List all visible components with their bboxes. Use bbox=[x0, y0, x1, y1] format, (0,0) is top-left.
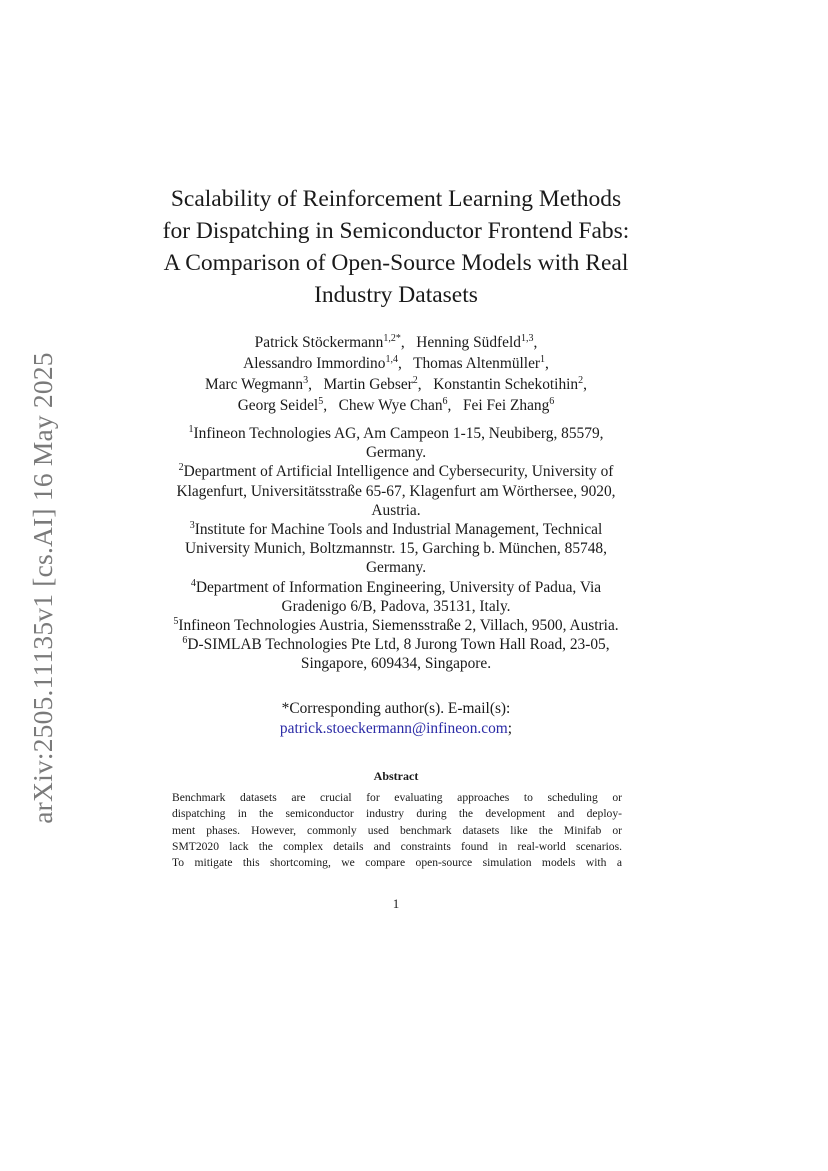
author: Martin Gebser$^2$ bbox=[323, 375, 418, 393]
affiliation: $^4$Department of Information Engineering, University of Padua, Via Gradenigo 6/B, Padova, 35131, Italy. bbox=[190, 577, 602, 615]
author: Henning Südfeld$^{1,3}$ bbox=[416, 333, 534, 351]
affiliation: $^1$Infineon Technologies AG, Am Campeon 1-15, Neubiberg, 85579, Germany. bbox=[188, 424, 604, 462]
abstract-line: SMT2020 lack the complex details and constraints found in real-world scenarios. bbox=[172, 839, 622, 853]
author-line: Patrick Stöckermann$^{1,2*}$, Henning Südfeld$^{1,3}$, bbox=[254, 333, 538, 351]
affiliation: $^2$Department of Artificial Intelligence and Cybersecurity, University of Klagenfurt, Universitätsstraße 65-67, Klagenfurt am Wörthersee, 9020, Austria. bbox=[176, 462, 616, 519]
author: Chew Wye Chan$^6$ bbox=[338, 396, 448, 414]
author: Alessandro Immordino$^{1,4}$ bbox=[243, 354, 398, 372]
author-list bbox=[110, 332, 682, 416]
abstract-body bbox=[172, 790, 622, 871]
page-number: 1 bbox=[392, 896, 400, 911]
abstract-line: To mitigate this shortcoming, we compare open-source simulation models with a bbox=[172, 856, 622, 870]
affiliation: $^6$D-SIMLAB Technologies Pte Ltd, 8 Jurong Town Hall Road, 23-05, Singapore, 609434, Singapore. bbox=[182, 635, 610, 673]
author-line: Alessandro Immordino$^{1,4}$, Thomas Altenmüller$^1$, bbox=[243, 354, 549, 372]
affiliation-list bbox=[110, 424, 682, 674]
author: Georg Seidel$^5$ bbox=[237, 396, 324, 414]
affiliation: $^5$Infineon Technologies Austria, Siemensstraße 2, Villach, 9500, Austria. bbox=[173, 616, 619, 635]
abstract-heading: Abstract bbox=[373, 769, 419, 783]
author: Konstantin Schekotihin$^2$ bbox=[433, 375, 584, 393]
title-line: A Comparison of Open-Source Models with Real bbox=[163, 250, 629, 276]
author: Fei Fei Zhang$^6$ bbox=[462, 396, 555, 414]
abstract-line: dispatching in the semiconductor industry during the development and deploy- bbox=[172, 807, 622, 821]
author: Marc Wegmann$^3$ bbox=[205, 375, 309, 393]
arxiv-stamp: arXiv:2505.11135v1 [cs.AI] 16 May 2025 bbox=[27, 352, 58, 824]
author-line: Marc Wegmann$^3$, Martin Gebser$^2$, Konstantin Schekotihin$^2$, bbox=[205, 375, 587, 393]
title-line: for Dispatching in Semiconductor Frontend Fabs: bbox=[162, 218, 630, 244]
author: Patrick Stöckermann$^{1,2*}$ bbox=[254, 333, 401, 351]
title-line: Scalability of Reinforcement Learning Methods bbox=[170, 186, 622, 212]
corresponding-label: *Corresponding author(s). E-mail(s): bbox=[281, 700, 511, 717]
abstract-line: ment phases. However, commonly used benchmark datasets like the Minifab or bbox=[172, 823, 622, 837]
author-line: Georg Seidel$^5$, Chew Wye Chan$^6$, Fei Fei Zhang$^6$ bbox=[237, 396, 555, 414]
email-link[interactable]: patrick.stoeckermann@infineon.com bbox=[279, 720, 508, 737]
author: Thomas Altenmüller$^1$ bbox=[413, 354, 546, 372]
paper-title bbox=[114, 183, 678, 311]
abstract-line: Benchmark datasets are crucial for evaluating approaches to scheduling or bbox=[172, 791, 622, 804]
title-line: Industry Datasets bbox=[314, 282, 478, 308]
corresponding-author: *Corresponding author(s). E-mail(s): patrick.stoeckermann@infineon.com; bbox=[110, 699, 682, 739]
affiliation: $^3$Institute for Machine Tools and Industrial Management, Technical University Munich, Boltzmannstr. 15, Garching b. München, 85748, Germany. bbox=[185, 520, 607, 577]
